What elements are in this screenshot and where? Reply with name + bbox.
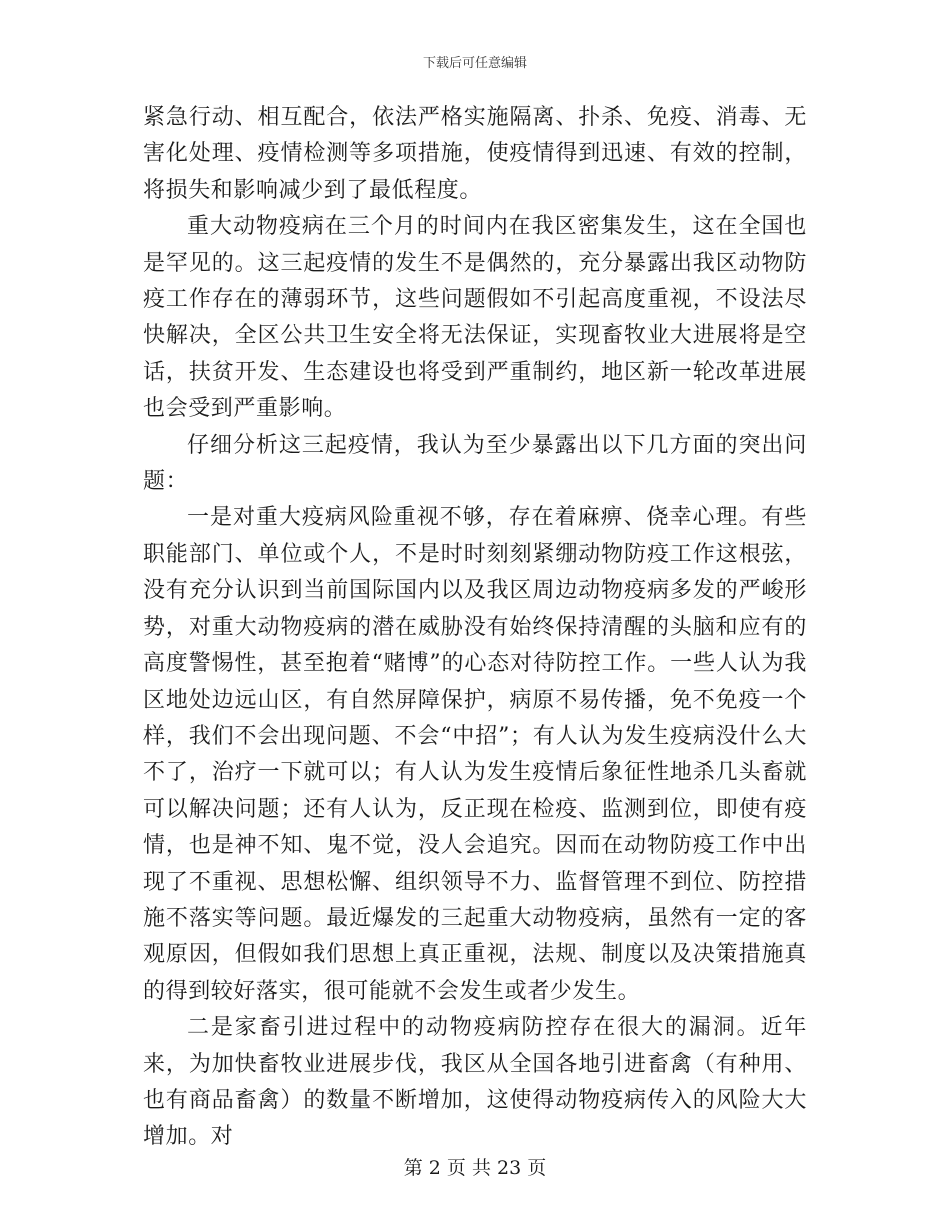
paragraph-issue-one: 一是对重大疫病风险重视不够，存在着麻痹、侥幸心理。有些职能部门、单位或个人，不是时时刻刻紧绷动物防疫工作这根弦，没有充分认识到当前国际国内以及我区周边动物疫病多发的严峻形势，对重大动物疫病的潜在威胁没有始终保持清醒的头脑和应有的高度警惕性，甚至抱着“赌博”的心态对待防控工作。一些人认为我区地处边远山区，有自然屏障保护，病原不易传播，免不免疫一个样，我们不会出现问题、不会“中招”；有人认为发生疫病没什么大不了，治疗一下就可以；有人认为发生疫情后象征性地杀几头畜就可以解决问题；还有人认为，反正现在检疫、监测到位，即使有疫情，也是神不知、鬼不觉，没人会追究。因而在动物防疫工作中出现了不重视、思想松懈、组织领导不力、监督管理不到位、防控措施不落实等问题。最近爆发的三起重大动物疫病，虽然有一定的客观原因，但假如我们思想上真正重视，法规、制度以及决策措施真的得到较好落实，很可能就不会发生或者少发生。 <box>143 505 807 1004</box>
paragraph-issue-two: 二是家畜引进过程中的动物疫病防控存在很大的漏洞。近年来，为加快畜牧业进展步伐，我区从全国各地引进畜禽（有种用、也有商品畜禽）的数量不断增加，这使得动物疫病传入的风险大大增加。对 <box>143 1015 807 1150</box>
paragraph-analysis-lead: 仔细分析这三起疫情，我认为至少暴露出以下几方面的突出问题： <box>143 432 807 495</box>
document-body <box>143 100 807 1156</box>
paragraph-continuation: 紧急行动、相互配合，依法严格实施隔离、扑杀、免疫、消毒、无害化处理、疫情检测等多项措施，使疫情得到迅速、有效的控制，将损失和影响减少到了最低程度。 <box>143 105 807 203</box>
page-header: 下载后可任意编辑 <box>422 56 527 71</box>
page-number-footer: 第 2 页 共 23 页 <box>403 1157 547 1179</box>
paragraph-intro: 重大动物疫病在三个月的时间内在我区密集发生，这在全国也是罕见的。这三起疫情的发生不是偶然的，充分暴露出我区动物防疫工作存在的薄弱环节，这些问题假如不引起高度重视，不设法尽快解决，全区公共卫生安全将无法保证，实现畜牧业大进展将是空话，扶贫开发、生态建设也将受到严重制约，地区新一轮改革进展也会受到严重影响。 <box>143 214 807 422</box>
